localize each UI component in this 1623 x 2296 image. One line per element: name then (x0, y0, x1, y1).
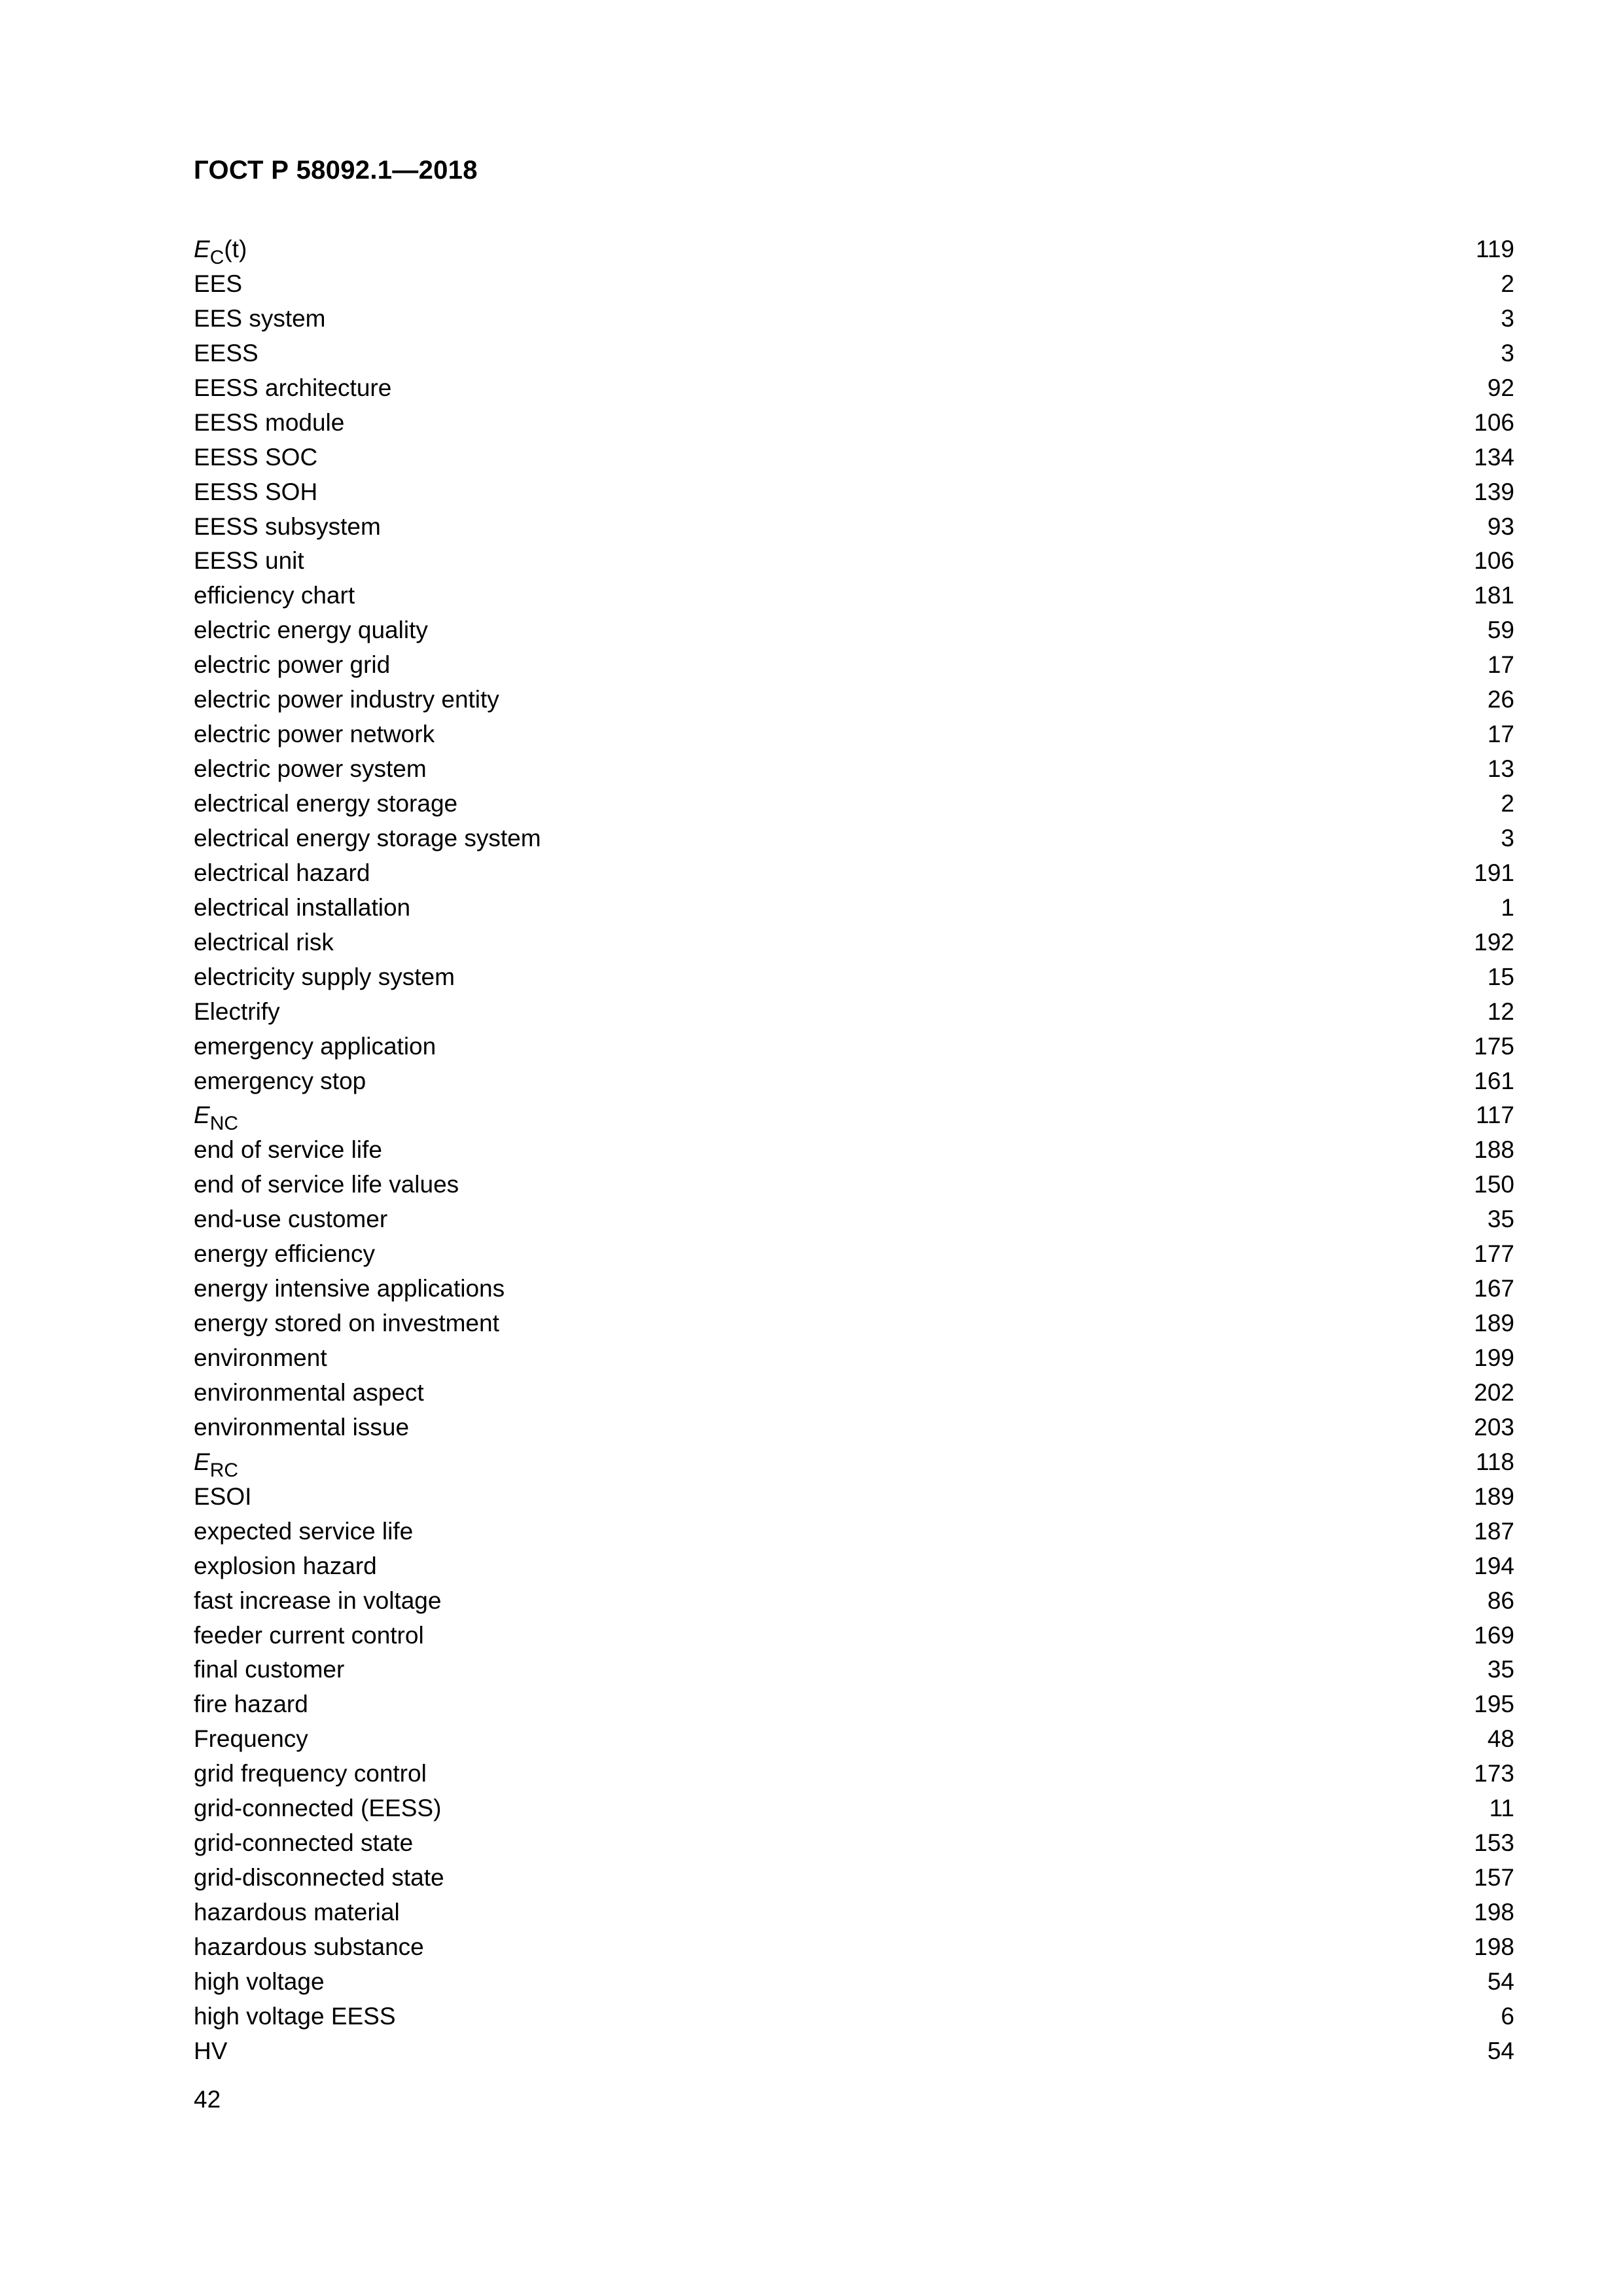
index-page-ref: 175 (1474, 1032, 1514, 1060)
index-entry (194, 1237, 1514, 1272)
index-entry (194, 1584, 1514, 1619)
index-term: fast increase in voltage (194, 1587, 442, 1614)
index-page-ref: 169 (1474, 1621, 1514, 1649)
index-term: electric power system (194, 755, 427, 783)
index-entry (194, 2034, 1514, 2069)
index-page-ref: 153 (1474, 1829, 1514, 1857)
index-entry (194, 1064, 1514, 1099)
page-number: 42 (194, 2086, 221, 2113)
index-term: hazardous material (194, 1899, 400, 1926)
index-term: hazardous substance (194, 1933, 424, 1960)
index-entry (194, 475, 1514, 510)
index-term (194, 232, 247, 266)
index-page-ref: 161 (1474, 1067, 1514, 1094)
index-entry (194, 302, 1514, 336)
index-entry (194, 1722, 1514, 1757)
index-page-ref: 48 (1487, 1725, 1514, 1753)
index-term: EES system (194, 304, 326, 332)
index-page-ref: 106 (1474, 547, 1514, 575)
symbol-subscript: C (209, 247, 224, 268)
index-term: electrical hazard (194, 859, 370, 886)
index-page-ref: 202 (1474, 1378, 1514, 1406)
symbol-suffix: (t) (224, 236, 247, 262)
index-page-ref: 59 (1487, 617, 1514, 644)
index-page-ref: 13 (1487, 755, 1514, 783)
index-term: electrical risk (194, 928, 334, 956)
index-page-ref: 93 (1487, 512, 1514, 540)
index-term: environment (194, 1344, 327, 1371)
index-entry (194, 648, 1514, 683)
index-page-ref: 54 (1487, 2037, 1514, 2064)
index-entry (194, 1895, 1514, 1930)
index-term: fire hazard (194, 1691, 308, 1718)
index-page-ref: 139 (1474, 478, 1514, 505)
index-term: energy efficiency (194, 1240, 375, 1268)
index-entry (194, 1030, 1514, 1064)
index-term: Electrify (194, 997, 280, 1025)
index-term: EESS (194, 339, 259, 367)
index-term: EESS subsystem (194, 512, 381, 540)
index-term: environmental issue (194, 1413, 410, 1441)
index-page-ref: 181 (1474, 582, 1514, 609)
index-page-ref: 191 (1474, 859, 1514, 886)
index-page-ref: 3 (1501, 824, 1514, 852)
index-page-ref: 203 (1474, 1413, 1514, 1441)
index-term: Frequency (194, 1725, 308, 1753)
index-entry (194, 1757, 1514, 1791)
index-page-ref: 134 (1474, 443, 1514, 471)
symbol-main: E (194, 1448, 210, 1475)
index-term: explosion hazard (194, 1552, 377, 1579)
index-page-ref: 15 (1487, 963, 1514, 990)
index-entry (194, 925, 1514, 960)
index-term: emergency application (194, 1032, 437, 1060)
index-page-ref: 118 (1476, 1448, 1514, 1475)
symbol-main: E (194, 1102, 210, 1129)
index-entry (194, 232, 1514, 267)
index-entry (194, 336, 1514, 371)
index-page-ref: 2 (1501, 790, 1514, 817)
index-term: feeder current control (194, 1621, 424, 1649)
index-term: electrical energy storage system (194, 824, 541, 852)
index-page-ref: 177 (1474, 1240, 1514, 1268)
index-term: HV (194, 2037, 228, 2064)
index-term: EESS unit (194, 547, 304, 575)
index-page-ref: 3 (1501, 339, 1514, 367)
index-entry (194, 683, 1514, 717)
index-page-ref: 54 (1487, 1967, 1514, 1995)
index-term: EESS architecture (194, 374, 392, 401)
index-page-ref: 167 (1474, 1275, 1514, 1302)
index-entry (194, 891, 1514, 925)
index-page-ref: 198 (1474, 1899, 1514, 1926)
index-page-ref: 35 (1487, 1656, 1514, 1683)
index-term: emergency stop (194, 1067, 366, 1094)
index-term: EESS SOH (194, 478, 318, 505)
index-entry (194, 371, 1514, 406)
index-page-ref: 194 (1474, 1552, 1514, 1579)
index-entry (194, 1791, 1514, 1826)
index-entry (194, 1306, 1514, 1341)
index-page-ref: 188 (1474, 1136, 1514, 1164)
index-entry (194, 267, 1514, 302)
index-entry (194, 1133, 1514, 1168)
symbol-subscript: RC (209, 1459, 239, 1481)
index-entry (194, 1410, 1514, 1445)
index-entry (194, 1202, 1514, 1237)
index-term: high voltage (194, 1967, 325, 1995)
index-entry (194, 752, 1514, 787)
index-term: grid-connected (EESS) (194, 1795, 442, 1822)
index-entry (194, 1930, 1514, 1965)
index-page-ref: 35 (1487, 1206, 1514, 1233)
index-term: energy intensive applications (194, 1275, 505, 1302)
index-term: grid frequency control (194, 1760, 427, 1787)
index-page-ref: 189 (1474, 1482, 1514, 1510)
index-entry (194, 717, 1514, 752)
index-entry (194, 1168, 1514, 1202)
index-page-ref: 6 (1501, 2002, 1514, 2030)
index-entry (194, 1480, 1514, 1515)
index-entry (194, 1341, 1514, 1376)
index-term: grid-disconnected state (194, 1864, 444, 1892)
index-entry (194, 510, 1514, 545)
index-term: high voltage EESS (194, 2002, 396, 2030)
index-page-ref: 92 (1487, 374, 1514, 401)
index-term: ESOI (194, 1482, 252, 1510)
index-entry (194, 960, 1514, 995)
index-term (194, 1098, 239, 1135)
index-term: final customer (194, 1656, 345, 1683)
index-entry (194, 1549, 1514, 1584)
index-term: grid-connected state (194, 1829, 414, 1857)
index-page-ref: 12 (1487, 997, 1514, 1025)
index-entry (194, 821, 1514, 856)
index-page-ref: 150 (1474, 1171, 1514, 1198)
index-page-ref: 187 (1474, 1517, 1514, 1545)
index-term: EESS module (194, 408, 345, 436)
index-term: end-use customer (194, 1206, 388, 1233)
index-term: electric power grid (194, 651, 391, 679)
index-page-ref: 17 (1487, 721, 1514, 748)
index-entry (194, 995, 1514, 1030)
index-term: electric power network (194, 721, 435, 748)
index-page-ref: 86 (1487, 1587, 1514, 1614)
index-entry (194, 1376, 1514, 1410)
document-header: ГОСТ Р 58092.1—2018 (194, 156, 478, 185)
index-term: expected service life (194, 1517, 414, 1545)
index-term: end of service life (194, 1136, 382, 1164)
index-entry (194, 1272, 1514, 1306)
index-page-ref: 198 (1474, 1933, 1514, 1960)
index-page-ref: 106 (1474, 408, 1514, 436)
index-entry (194, 406, 1514, 440)
index-entry (194, 1515, 1514, 1549)
index-page-ref: 3 (1501, 304, 1514, 332)
index-entry (194, 2000, 1514, 2034)
index-entry (194, 787, 1514, 821)
index-page-ref: 173 (1474, 1760, 1514, 1787)
index-term (194, 1445, 238, 1479)
index-entry (194, 1445, 1514, 1480)
symbol-main: E (194, 236, 210, 262)
index-page-ref: 199 (1474, 1344, 1514, 1371)
index-term: electric power industry entity (194, 686, 499, 713)
index-page-ref: 192 (1474, 928, 1514, 956)
index-entry (194, 544, 1514, 579)
index-page-ref: 17 (1487, 651, 1514, 679)
index-page-ref: 189 (1474, 1310, 1514, 1337)
index-page-ref: 26 (1487, 686, 1514, 713)
index-term: electrical energy storage (194, 790, 458, 817)
index-term: end of service life values (194, 1171, 459, 1198)
index-entry (194, 1653, 1514, 1687)
alphabetical-index (194, 232, 1514, 2069)
index-page-ref: 119 (1476, 236, 1514, 262)
index-entry (194, 1826, 1514, 1861)
index-term: electricity supply system (194, 963, 455, 990)
index-term: efficiency chart (194, 582, 355, 609)
index-term: electric energy quality (194, 617, 428, 644)
index-entry (194, 579, 1514, 613)
index-page-ref: 157 (1474, 1864, 1514, 1892)
index-term: electrical installation (194, 893, 411, 921)
index-term: EES (194, 270, 243, 297)
index-page-ref: 195 (1474, 1691, 1514, 1718)
symbol-subscript: NC (209, 1113, 239, 1135)
index-entry (194, 440, 1514, 475)
index-entry (194, 1861, 1514, 1895)
index-entry (194, 1619, 1514, 1653)
index-entry (194, 1965, 1514, 2000)
index-page-ref: 11 (1489, 1795, 1514, 1822)
index-term: environmental aspect (194, 1378, 424, 1406)
index-page-ref: 1 (1501, 893, 1514, 921)
index-entry (194, 613, 1514, 648)
index-term: energy stored on investment (194, 1310, 499, 1337)
index-entry (194, 856, 1514, 891)
index-entry (194, 1098, 1514, 1133)
index-entry (194, 1687, 1514, 1722)
index-page-ref: 2 (1501, 270, 1514, 297)
index-term: EESS SOC (194, 443, 318, 471)
index-page-ref: 117 (1476, 1102, 1514, 1129)
